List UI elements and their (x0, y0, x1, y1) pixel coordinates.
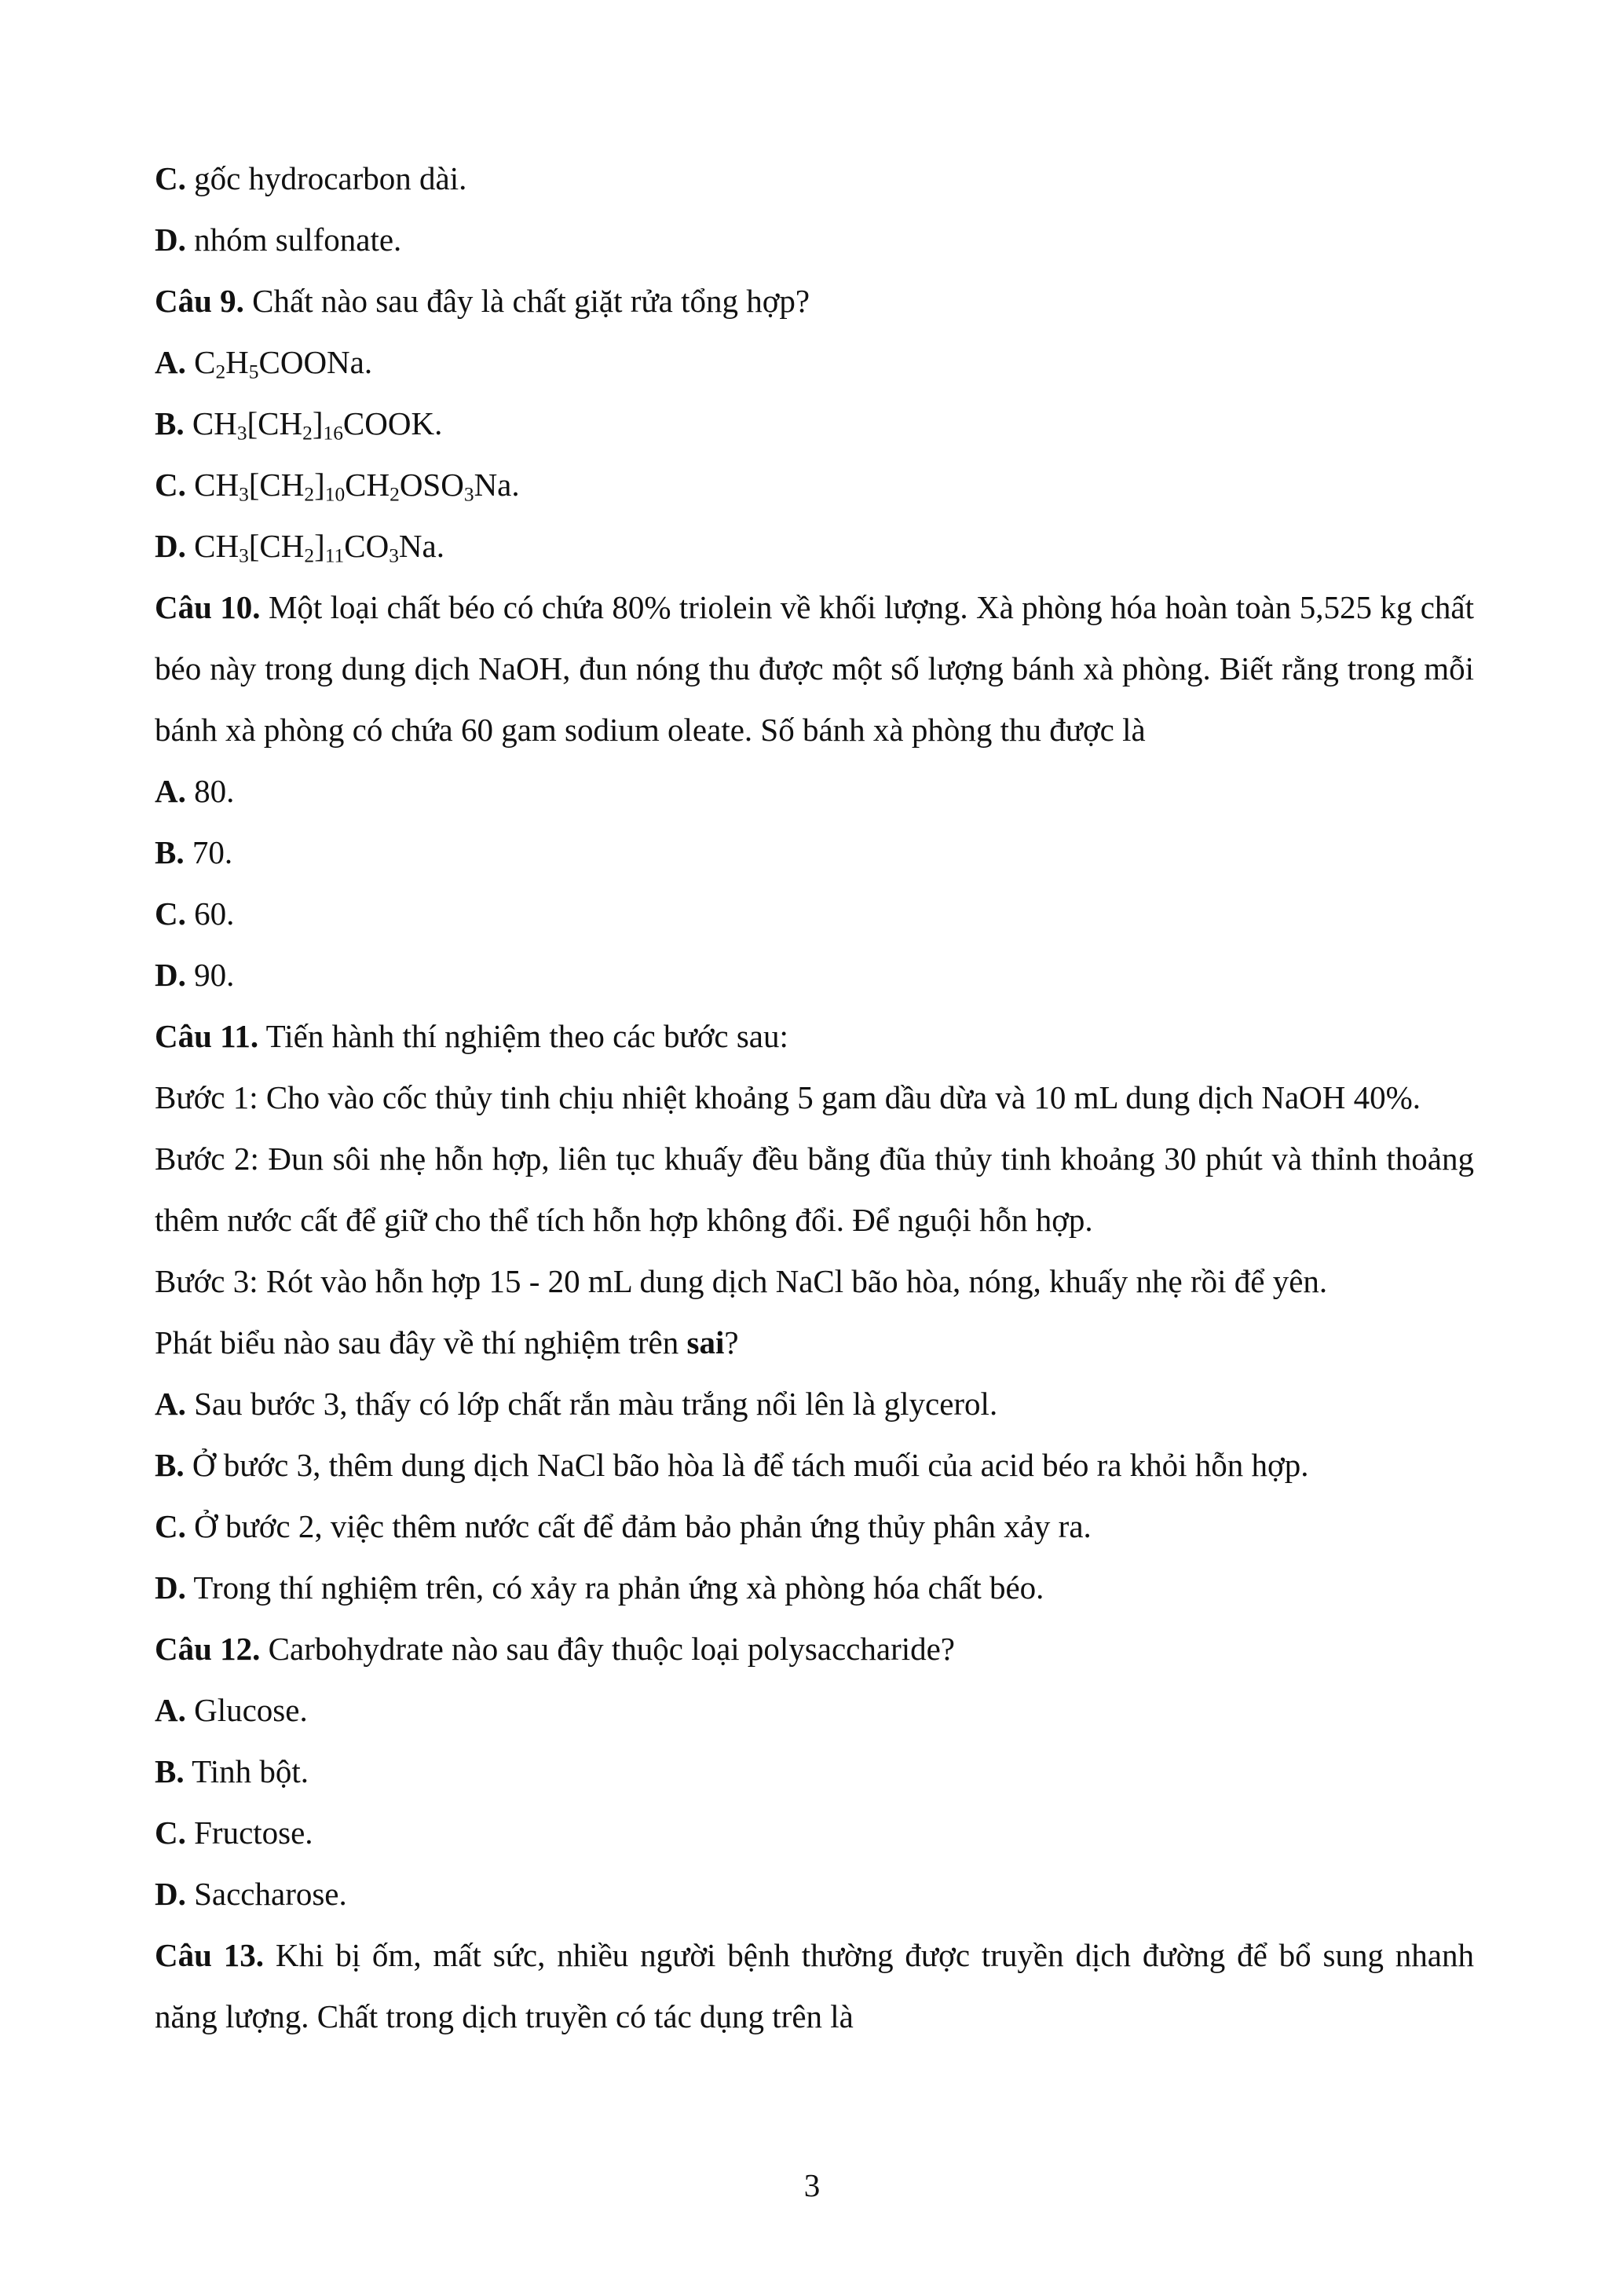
option-c (155, 1496, 1474, 1557)
option-label: C. (155, 467, 186, 503)
question-text: Carbohydrate nào sau đây thuộc loại polysaccharide? (268, 1631, 956, 1667)
option-text: Tinh bột. (192, 1753, 309, 1789)
question-text: Một loại chất béo có chứa 80% triolein về khối lượng. Xà phòng hóa hoàn toàn 5,525 kg chất béo này trong dung dịch NaOH, đun nóng thu được một số lượng bánh xà phòng. Biết rằng trong mỗi bánh xà phòng có chứa 60 gam sodium oleate. Số bánh xà phòng thu được là (155, 589, 1474, 748)
option-text: nhóm sulfonate. (194, 222, 402, 258)
option-c (155, 1802, 1474, 1863)
option-label: C. (155, 895, 186, 932)
question-text: Tiến hành thí nghiệm theo các bước sau: (265, 1018, 788, 1054)
option-label: D. (155, 1569, 186, 1606)
step-2: Bước 2: Đun sôi nhẹ hỗn hợp, liên tục khuấy đều bằng đũa thủy tinh khoảng 30 phút và thỉnh thoảng thêm nước cất để giữ cho thể tích hỗn hợp không đổi. Để nguội hỗn hợp. (155, 1141, 1474, 1238)
option-label: D. (155, 222, 186, 258)
option-text: Fructose. (194, 1814, 313, 1851)
option-d (155, 209, 1474, 270)
question-9 (155, 270, 1474, 331)
option-b (155, 393, 1474, 454)
option-b (155, 1434, 1474, 1496)
option-b (155, 822, 1474, 883)
question-13 (155, 1924, 1474, 2047)
question-prompt: Phát biểu nào sau đây về thí nghiệm trên sai? (155, 1324, 739, 1360)
option-label: A. (155, 773, 186, 809)
formula: $CH_3[CH_2]_{10}CH_2OSO_3Na$. (194, 467, 520, 506)
option-d (155, 515, 1474, 577)
option-text: 90. (194, 957, 235, 993)
option-label: C. (155, 160, 186, 196)
option-a (155, 331, 1474, 393)
option-label: A. (155, 344, 186, 380)
option-text: Glucose. (194, 1692, 308, 1728)
option-a (155, 1679, 1474, 1741)
question-12 (155, 1618, 1474, 1679)
step-1: Bước 1: Cho vào cốc thủy tinh chịu nhiệt khoảng 5 gam dầu dừa và 10 mL dung dịch NaOH 40%. (155, 1079, 1421, 1115)
option-label: C. (155, 1814, 186, 1851)
option-label: B. (155, 1753, 185, 1789)
option-d (155, 1863, 1474, 1924)
question-label: Câu 12. (155, 1631, 261, 1667)
option-text: Sau bước 3, thấy có lớp chất rắn màu trắng nổi lên là glycerol. (194, 1386, 998, 1422)
option-text: gốc hydrocarbon dài. (194, 160, 467, 196)
option-a (155, 760, 1474, 822)
question-text: Chất nào sau đây là chất giặt rửa tổng hợp? (252, 283, 810, 319)
page-number: 3 (803, 2167, 821, 2203)
option-text: 70. (192, 834, 233, 870)
formula: $C_2H_5COONa$. (194, 344, 373, 383)
option-a (155, 1373, 1474, 1434)
question-text: Khi bị ốm, mất sức, nhiều người bệnh thường được truyền dịch đường để bổ sung nhanh năng lượng. Chất trong dịch truyền có tác dụng trên là (155, 1937, 1475, 2034)
option-label: C. (155, 1508, 186, 1544)
option-label: B. (155, 1447, 185, 1483)
question-10 (155, 577, 1474, 760)
document-page (155, 148, 1474, 2047)
question-label: Câu 11. (155, 1018, 259, 1054)
option-label: D. (155, 528, 186, 564)
option-text: Saccharose. (194, 1876, 347, 1912)
option-text: Trong thí nghiệm trên, có xảy ra phản ứng xà phòng hóa chất béo. (193, 1569, 1044, 1606)
question-11 (155, 1005, 1474, 1067)
option-label: B. (155, 834, 185, 870)
option-label: D. (155, 1876, 186, 1912)
option-text: Ở bước 3, thêm dung dịch NaCl bão hòa là để tách muối của acid béo ra khỏi hỗn hợp. (192, 1447, 1309, 1483)
emphasis-word: sai (686, 1324, 725, 1360)
option-c (155, 454, 1474, 515)
option-b (155, 1741, 1474, 1802)
option-text: 80. (194, 773, 235, 809)
option-label: A. (155, 1692, 186, 1728)
option-label: D. (155, 957, 186, 993)
option-d (155, 944, 1474, 1005)
formula: $CH_3[CH_2]_{16}COOK$. (192, 405, 443, 445)
formula: $CH_3[CH_2]_{11}CO_3Na$. (194, 528, 444, 567)
option-c (155, 883, 1474, 944)
option-label: A. (155, 1386, 186, 1422)
question-label: Câu 9. (155, 283, 244, 319)
step-3: Bước 3: Rót vào hỗn hợp 15 - 20 mL dung dịch NaCl bão hòa, nóng, khuấy nhẹ rồi để yên. (155, 1263, 1328, 1299)
question-label: Câu 13. (155, 1937, 265, 1973)
option-d (155, 1557, 1474, 1618)
option-text: 60. (194, 895, 235, 932)
question-label: Câu 10. (155, 589, 261, 625)
option-label: B. (155, 405, 185, 441)
option-text: Ở bước 2, việc thêm nước cất để đảm bảo phản ứng thủy phân xảy ra. (194, 1508, 1092, 1544)
option-c (155, 148, 1474, 209)
